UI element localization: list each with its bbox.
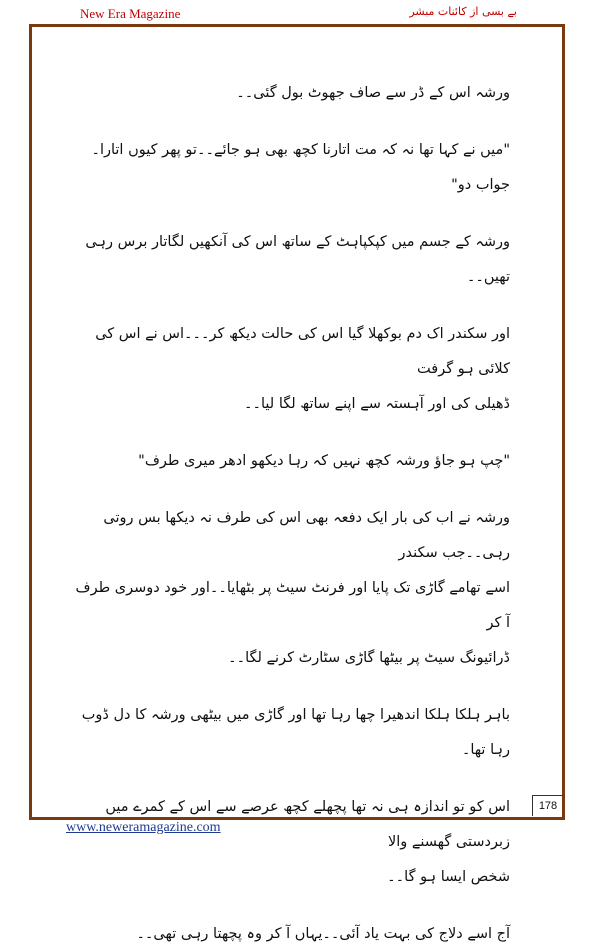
text-line: ورشہ کے جسم میں کپکپاہٹ کے ساتھ اس کی آنکھیں لگاتار برس رہی تھیں۔۔: [85, 234, 510, 285]
text-line: ڈھیلی کی اور آہستہ سے اپنے ساتھ لگا لیا۔۔: [244, 396, 510, 412]
paragraph-3: [70, 225, 510, 295]
text-line: "چپ ہو جاؤ ورشہ کچھ نہیں کہ رہا دیکھو ادھر میری طرف": [138, 453, 510, 469]
text-line: ورشہ اس کے ڈر سے صاف جھوٹ بول گئی۔۔: [236, 85, 510, 101]
paragraph-1: [70, 76, 510, 111]
text-line: اس کو تو اندازہ ہی نہ تھا پچھلے کچھ عرصے سے اس کے کمرے میں زبردستی گھسنے والا: [105, 799, 510, 850]
paragraph-2: [70, 133, 510, 203]
paragraph-4: [70, 317, 510, 422]
text-line: اور سکندر اک دم بوکھلا گیا اس کی حالت دیکھ کر۔۔۔اس نے اس کی کلائی ہو گرفت: [95, 326, 510, 377]
text-line: ورشہ نے اب کی بار ایک دفعہ بھی اس کی طرف نہ دیکھا بس روتی رہی۔۔جب سکندر: [103, 510, 510, 561]
paragraph-7: [70, 698, 510, 768]
paragraph-9: [70, 917, 510, 952]
text-line: باہر ہلکا ہلکا اندھیرا چھا رہا تھا اور گاڑی میں بیٹھی ورشہ کا دل ڈوب رہا تھا۔: [81, 707, 510, 758]
magazine-title: New Era Magazine: [80, 6, 181, 21]
text-line: "میں نے کہا تھا نہ کہ مت اتارنا کچھ بھی ہو جائے۔۔تو پھر کیوں اتارا۔جواب دو": [91, 142, 510, 193]
paragraph-8: [70, 790, 510, 895]
page-number: 178: [532, 795, 563, 816]
text-line: اسے تھامے گاڑی تک پایا اور فرنٹ سیٹ پر بٹھایا۔۔اور خود دوسری طرف آ کر: [75, 580, 510, 631]
paragraph-5: [70, 444, 510, 479]
text-line: شخص ایسا ہو گا۔۔: [387, 869, 510, 885]
text-line: ڈرائیونگ سیٹ پر بیٹھا گاڑی سٹارٹ کرنے لگا۔۔: [228, 650, 510, 666]
text-line: آج اسے دلاج کی بہت یاد آئی۔۔یہاں آ کر وہ پچھتا رہی تھی۔۔: [136, 926, 510, 942]
story-title: بے بسی از کائنات مبشر: [409, 5, 517, 18]
paragraph-6: [70, 501, 510, 676]
website-link[interactable]: www.neweramagazine.com: [66, 820, 221, 835]
